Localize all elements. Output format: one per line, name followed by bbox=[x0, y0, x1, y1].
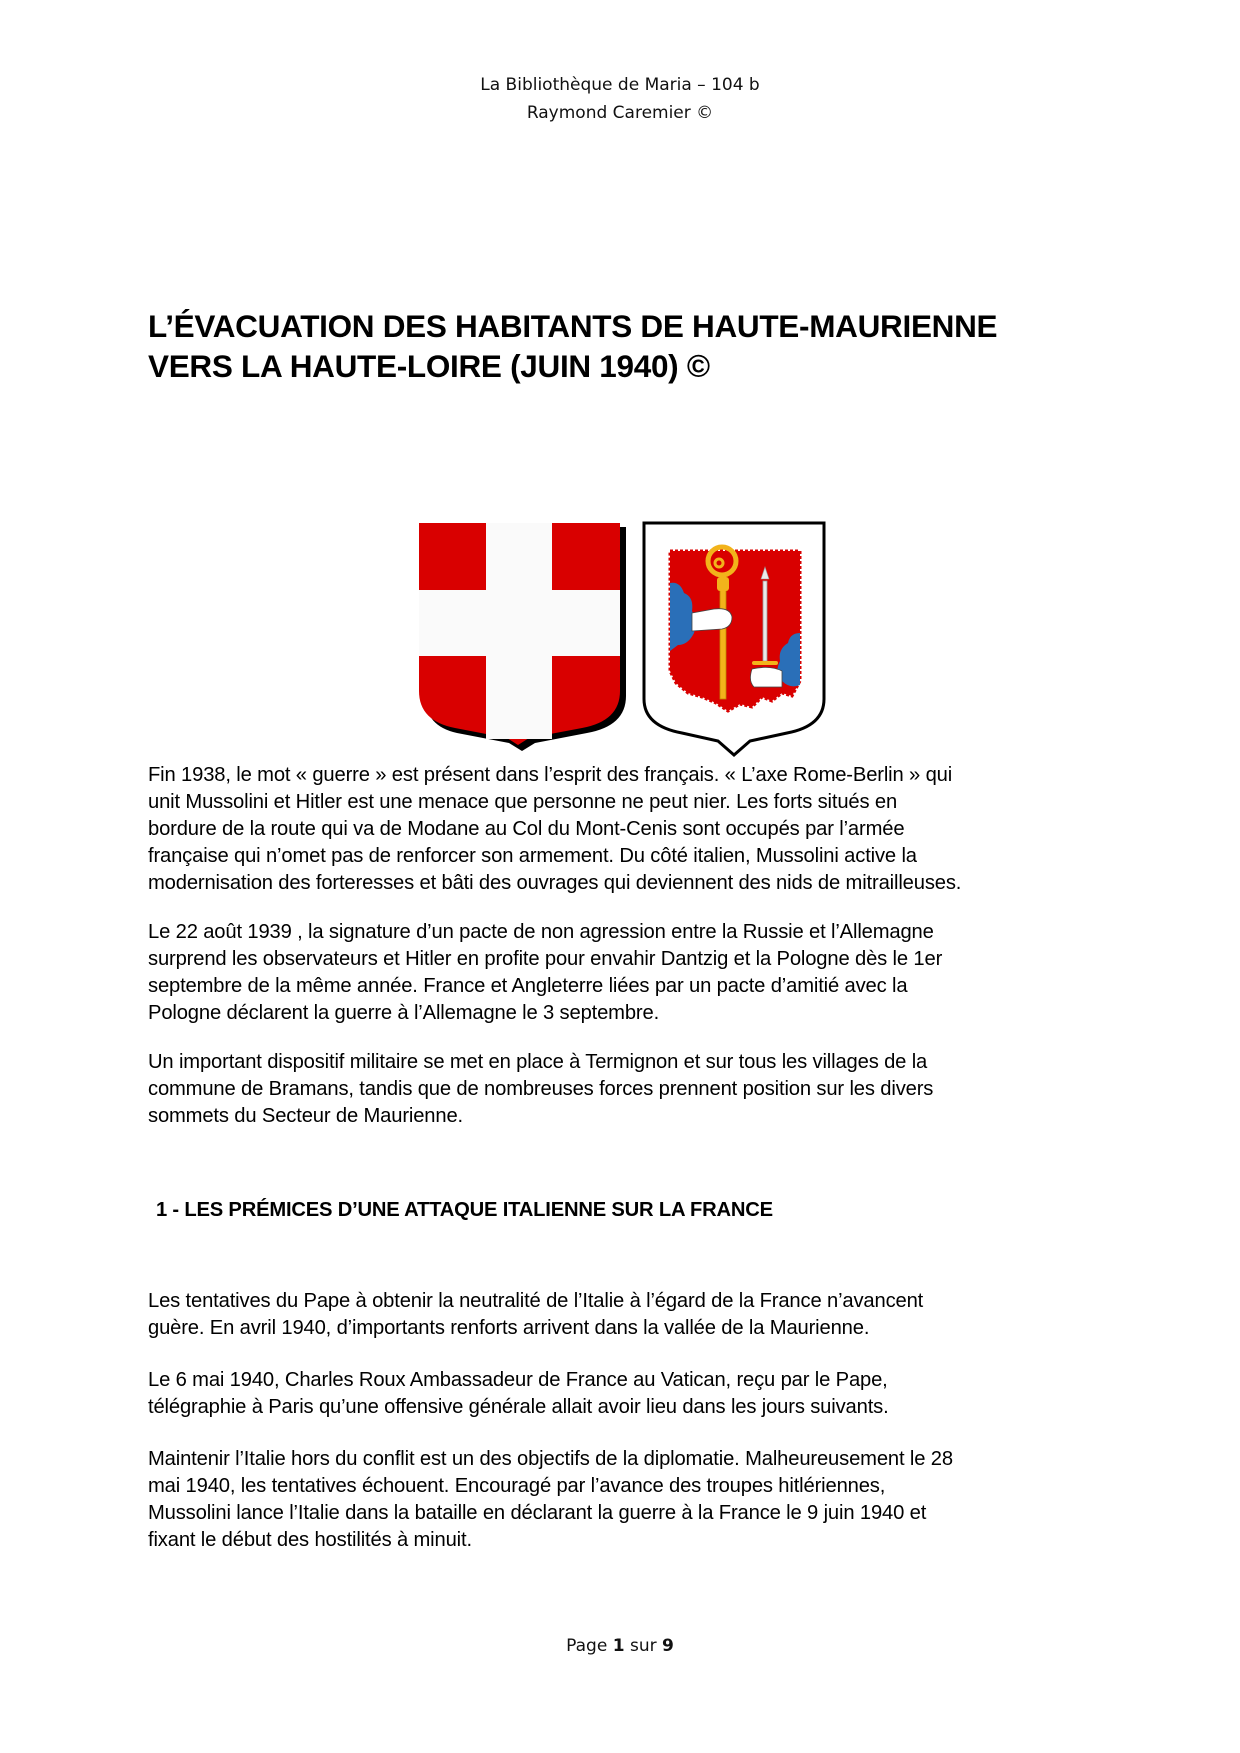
text-line: Pologne déclarent la guerre à l’Allemagne le 3 septembre. bbox=[148, 1002, 660, 1024]
text-line: française qui n’omet pas de renforcer son armement. Du côté italien, Mussolini active la bbox=[148, 845, 917, 867]
running-header-line1: La Bibliothèque de Maria – 104 b bbox=[480, 75, 760, 95]
text-line: Mussolini lance l’Italie dans la bataille en déclarant la guerre à la France le 9 juin 1940 et bbox=[148, 1502, 927, 1524]
text-line: Le 22 août 1939 , la signature d’un pacte de non agression entre la Russie et l’Allemagne bbox=[148, 921, 934, 943]
total-pages-number: 9 bbox=[662, 1636, 674, 1656]
coats-of-arms bbox=[417, 521, 827, 761]
title-line-2: VERS LA HAUTE-LOIRE (JUIN 1940) © bbox=[148, 348, 710, 384]
savoie-shield-icon bbox=[417, 521, 627, 751]
title-line-1: L’ÉVACUATION DES HABITANTS DE HAUTE-MAURIENNE bbox=[148, 308, 998, 344]
paragraph-intro-3 bbox=[148, 1049, 1118, 1130]
text-line: modernisation des forteresses et bâti des ouvrages qui deviennent des nids de mitrailleuses. bbox=[148, 872, 962, 894]
page-number-footer bbox=[0, 1636, 1240, 1656]
text-line: Fin 1938, le mot « guerre » est présent dans l’esprit des français. « L’axe Rome-Berlin » qui bbox=[148, 764, 953, 786]
paragraph-intro-2 bbox=[148, 919, 1118, 1027]
footer-separator: sur bbox=[624, 1636, 662, 1656]
text-line: sommets du Secteur de Maurienne. bbox=[148, 1105, 463, 1127]
section-heading-1: 1 - LES PRÉMICES D’UNE ATTAQUE ITALIENNE SUR LA FRANCE bbox=[156, 1199, 773, 1221]
text-line: Les tentatives du Pape à obtenir la neutralité de l’Italie à l’égard de la France n’avancent bbox=[148, 1290, 924, 1312]
paragraph-section1-3 bbox=[148, 1446, 1118, 1554]
running-header-author: Raymond Caremier © bbox=[526, 103, 714, 123]
paragraph-section1-2 bbox=[148, 1367, 1118, 1421]
text-line: Le 6 mai 1940, Charles Roux Ambassadeur de France au Vatican, reçu par le Pape, bbox=[148, 1369, 888, 1391]
maurienne-shield-icon bbox=[642, 521, 827, 761]
text-line: télégraphie à Paris qu’une offensive générale allait avoir lieu dans les jours suivants. bbox=[148, 1396, 889, 1418]
text-line: Un important dispositif militaire se met en place à Termignon et sur tous les villages de la bbox=[148, 1051, 928, 1073]
text-line: surprend les observateurs et Hitler en profite pour envahir Dantzig et la Pologne dès le 1er bbox=[148, 948, 943, 970]
document-title bbox=[148, 306, 1108, 386]
paragraph-intro-1 bbox=[148, 762, 1118, 897]
text-line: Maintenir l’Italie hors du conflit est un des objectifs de la diplomatie. Malheureusement le 28 bbox=[148, 1448, 953, 1470]
text-line: unit Mussolini et Hitler est une menace que personne ne peut nier. Les forts situés en bbox=[148, 791, 898, 813]
text-line: fixant le début des hostilités à minuit. bbox=[148, 1529, 472, 1551]
paragraph-section1-1 bbox=[148, 1288, 1118, 1342]
text-line: septembre de la même année. France et Angleterre liées par un pacte d’amitié avec la bbox=[148, 975, 908, 997]
footer-prefix: Page bbox=[566, 1636, 613, 1656]
text-line: commune de Bramans, tandis que de nombreuses forces prennent position sur les divers bbox=[148, 1078, 934, 1100]
text-line: bordure de la route qui va de Modane au Col du Mont-Cenis sont occupés par l’armée bbox=[148, 818, 905, 840]
text-line: mai 1940, les tentatives échouent. Encouragé par l’avance des troupes hitlériennes, bbox=[148, 1475, 886, 1497]
text-line: guère. En avril 1940, d’importants renforts arrivent dans la vallée de la Maurienne. bbox=[148, 1317, 870, 1339]
current-page-number: 1 bbox=[612, 1636, 625, 1656]
